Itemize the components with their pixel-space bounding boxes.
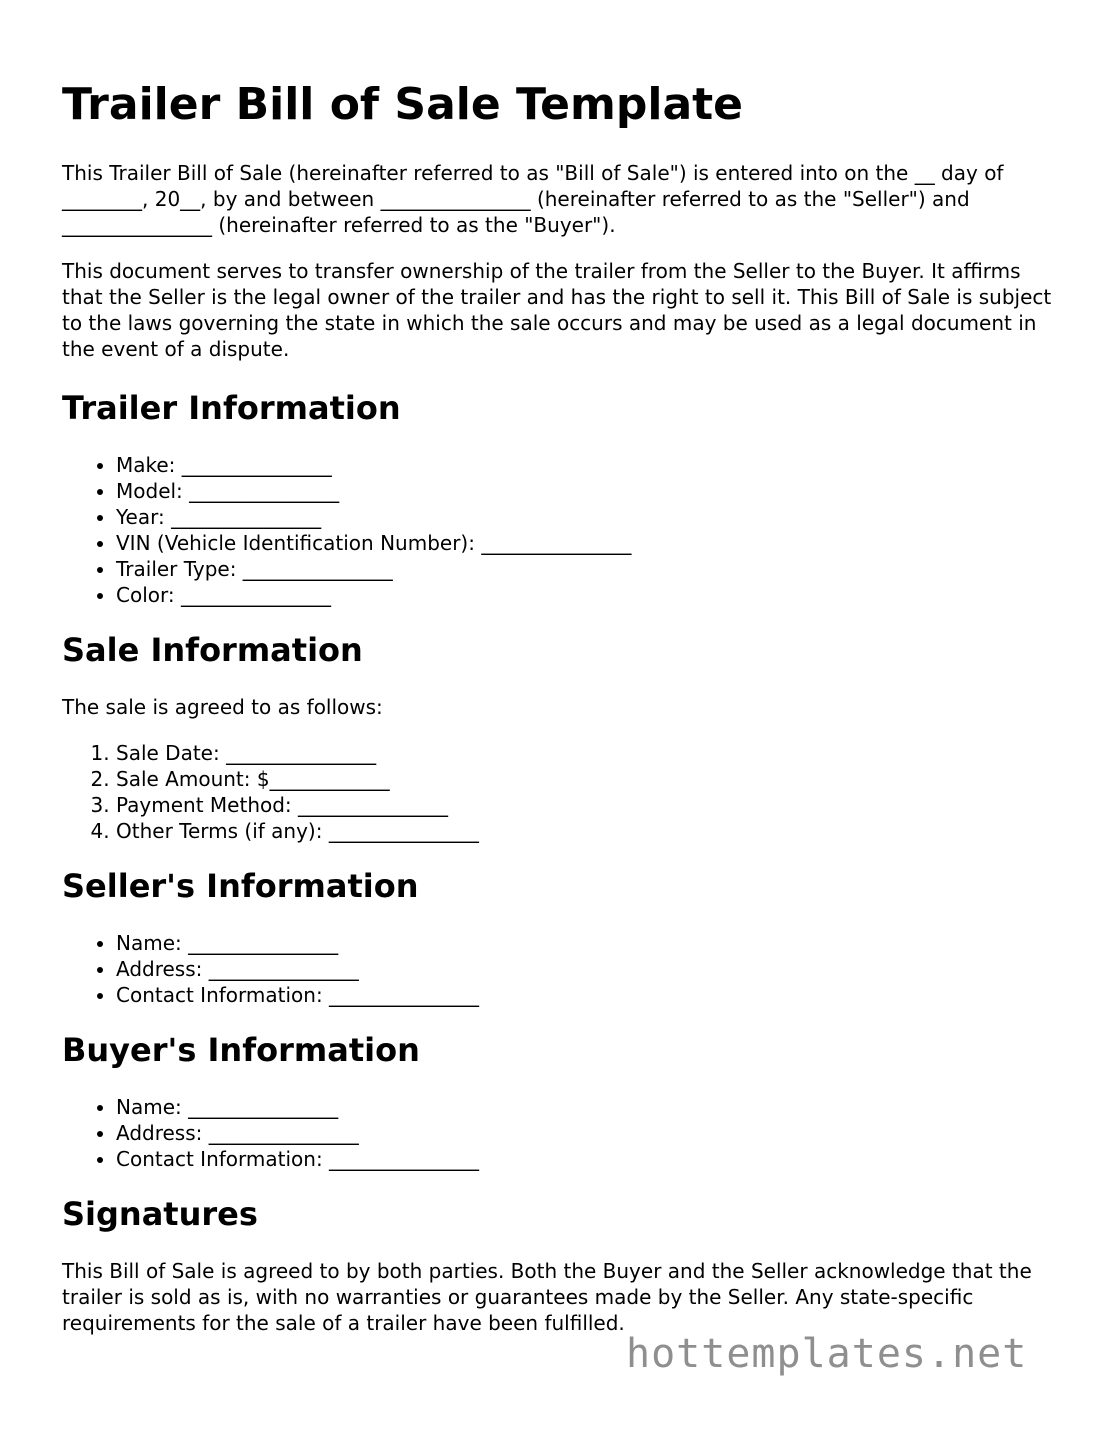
seller-info-heading: Seller's Information [62, 867, 419, 905]
list-item: • Model: _______________ [116, 478, 1052, 504]
list-item: • Name: _______________ [116, 1094, 1052, 1120]
purpose-paragraph: This document serves to transfer ownership of the trailer from the Seller to the Buyer. It affirms that the Seller is the legal owner of the trailer and has the right to sell it. This Bill of Sale is subject to the laws governing the state in which the sale occurs and may be used as a legal document in the event of a dispute. [62, 259, 1052, 361]
buyer-info-list [62, 1094, 1052, 1172]
list-item: • Make: _______________ [116, 452, 1052, 478]
buyer-info-heading: Buyer's Information [62, 1031, 420, 1069]
list-item: • VIN (Vehicle Identification Number): _______________ [116, 530, 1052, 556]
list-item: • Contact Information: _______________ [116, 982, 1052, 1008]
intro-paragraph: This Trailer Bill of Sale (hereinafter referred to as "Bill of Sale") is entered into on the __ day of ________, 20__, by and between _______________ (hereinafter referred to as the "Seller") and _______________ (hereinafter referred to as the "Buyer"). [62, 161, 1004, 237]
list-item: 1. Sale Date: _______________ [116, 740, 1052, 766]
list-item: 2. Sale Amount: $____________ [116, 766, 1052, 792]
sale-info-list [62, 740, 1052, 844]
list-item: • Trailer Type: _______________ [116, 556, 1052, 582]
signatures-paragraph: This Bill of Sale is agreed to by both parties. Both the Buyer and the Seller acknowledge that the trailer is sold as is, with no warranties or guarantees made by the Seller. Any state-specific requirements for the sale of a trailer have been fulfilled. [62, 1259, 1032, 1335]
list-item: • Address: _______________ [116, 956, 1052, 982]
list-item: 4. Other Terms (if any): _______________ [116, 818, 1052, 844]
list-item: • Color: _______________ [116, 582, 1052, 608]
seller-info-list [62, 930, 1052, 1008]
signatures-heading: Signatures [62, 1195, 258, 1233]
sale-info-heading: Sale Information [62, 631, 363, 669]
list-item: • Name: _______________ [116, 930, 1052, 956]
trailer-info-heading: Trailer Information [62, 389, 401, 427]
list-item: 3. Payment Method: _______________ [116, 792, 1052, 818]
trailer-info-list [62, 452, 1052, 608]
list-item: • Year: _______________ [116, 504, 1052, 530]
watermark-text: hottemplates.net [626, 1331, 1028, 1377]
document-page [62, 78, 1052, 1356]
sale-info-intro: The sale is agreed to as follows: [62, 695, 383, 719]
page-title: Trailer Bill of Sale Template [62, 79, 744, 130]
list-item: • Address: _______________ [116, 1120, 1052, 1146]
list-item: • Contact Information: _______________ [116, 1146, 1052, 1172]
